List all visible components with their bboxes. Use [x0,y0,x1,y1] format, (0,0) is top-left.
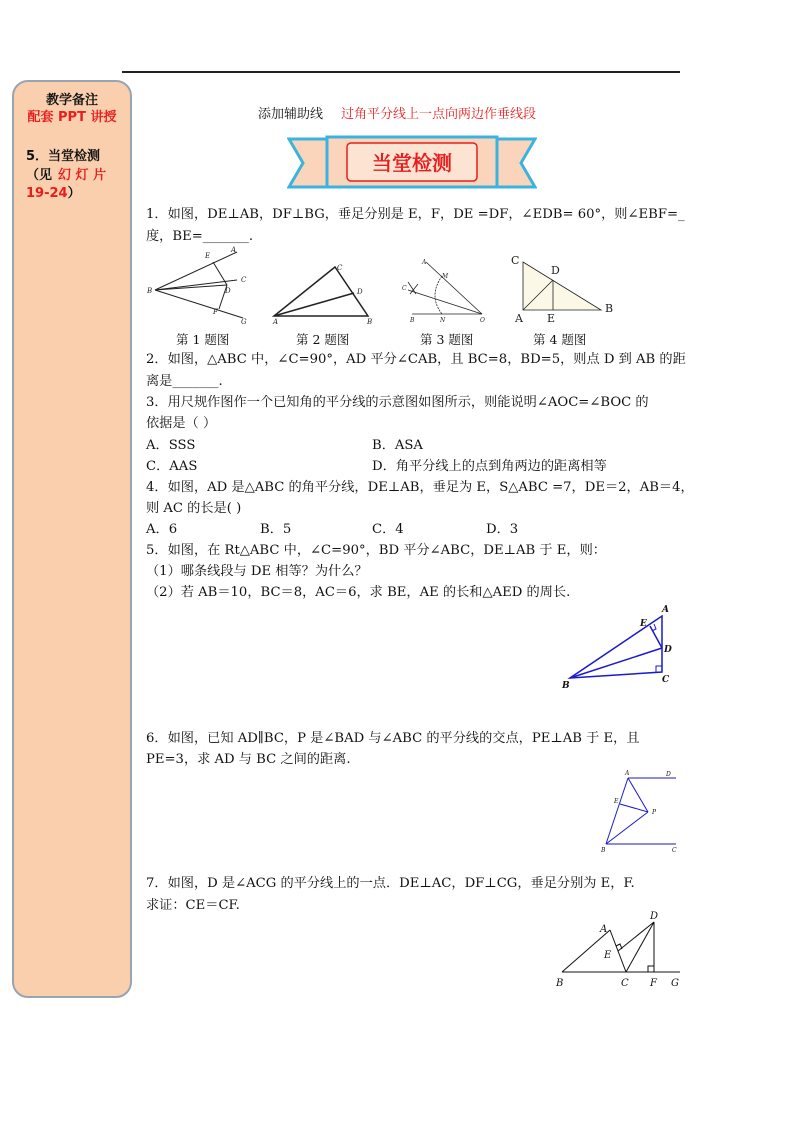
hint-method: 过角平分线上一点向两边作垂线段 [341,107,537,122]
f3-label-o: O [480,317,485,324]
sidebar-slide-numbers: 19-24 [26,186,68,201]
sidebar-slide-ref [26,167,106,184]
q4-option-a: A．6 [146,522,178,537]
f6-label-c: C [672,847,677,854]
f4-label-b: B [605,302,614,315]
f7-label-d: D [650,911,659,922]
q5-line2: （1）哪条线段与 DE 相等？为什么？ [146,564,368,579]
f5-label-c: C [662,675,670,685]
sidebar-slide-range [26,185,81,202]
f2-label-b: B [367,318,373,324]
f6-label-e: E [614,798,619,805]
figure-3 [398,256,490,326]
f7-label-b: B [556,978,564,989]
f1-label-e: E [205,252,211,260]
f1-label-g: G [241,318,247,324]
f2-label-d: D [357,288,363,296]
f4-label-c: C [511,254,520,267]
f7-label-g: G [671,978,679,989]
q7-line2: 求证：CE＝CF. [146,898,240,913]
figure-6 [592,766,684,854]
f6-label-a: A [625,770,630,777]
f4-label-d: D [551,264,560,277]
q2-line2: 离是_______. [146,374,223,389]
sidebar-item-check: 5．当堂检测 [26,149,101,164]
banner-title: 当堂检测 [372,151,452,175]
f2-label-c: C [337,264,343,272]
q3-option-d: D．角平分线上的点到角两边的距离相等 [372,459,607,474]
q1-line1: 1．如图，DE⊥AB，DF⊥BG，垂足分别是 E，F，DE =DF，∠EDB= 60°，则∠EBF=_ [146,207,685,222]
figure-1 [145,244,255,324]
q4-line2: 则 AC 的长是( ) [146,501,242,516]
q4-line1: 4．如图，AD 是△ABC 的角平分线，DE⊥AB，垂足为 E，S△ABC =7，DE＝2，AB＝4， [146,480,694,495]
teaching-notes-sidebar [12,80,132,998]
q3-option-a: A．SSS [146,438,196,453]
f1-label-a: A [231,246,237,254]
f7-label-e: E [604,950,612,961]
caption-fig4: 第 4 题图 [533,332,587,347]
f3-label-n: N [440,317,446,324]
f6-label-p: P [652,809,657,816]
caption-fig1: 第 1 题图 [176,332,230,347]
section-banner [287,135,537,197]
q3-option-b: B．ASA [372,438,423,453]
q3-option-c: C．AAS [146,459,198,474]
sidebar-slide-word: 幻 灯 片 [58,168,107,183]
f1-label-c: C [241,276,247,284]
q6-line2: PE=3，求 AD 与 BC 之间的距离. [146,752,351,767]
figure-4 [507,252,617,324]
f3-label-c: C [402,285,407,292]
f2-label-a: A [273,318,279,324]
f3-label-m: M [442,273,449,280]
hint-label: 添加辅助线 [258,107,324,122]
q7-line1: 7．如图，D 是∠ACG 的平分线上的一点．DE⊥AC，DF⊥CG，垂足分别为 E，F. [146,876,635,891]
figure-7 [550,908,686,992]
f3-label-b: B [410,317,415,324]
q5-line1: 5．如图，在 Rt△ABC 中，∠C=90°，BD 平分∠ABC，DE⊥AB 于 E，则： [146,543,606,558]
f4-label-a: A [515,312,523,324]
f6-label-b: B [601,847,606,854]
sidebar-title: 教学备注 [45,93,98,108]
sidebar-slide-close: ） [67,186,81,201]
q2-line1: 2．如图，△ABC 中，∠C=90°，AD 平分∠CAB，且 BC=8，BD=5，则点 D 到 AB 的距 [146,352,686,367]
header-rule [122,71,680,73]
q4-option-b: B．5 [260,522,292,537]
f5-label-d: D [664,645,672,655]
q3-line2: 依据是（ ） [146,416,217,431]
f4-label-e: E [547,312,556,324]
figure-2 [265,262,380,324]
f7-label-a: A [600,924,608,935]
f1-label-f: F [213,308,218,316]
sidebar-slide-prefix: （见 [26,168,53,183]
f7-label-f: F [650,978,657,989]
q4-option-d: D．3 [486,522,519,537]
q6-line1: 6．如图，已知 AD∥BC，P 是∠BAD 与∠ABC 的平分线的交点，PE⊥AB 于 E，且 [146,731,640,746]
f7-label-c: C [621,978,629,989]
caption-fig2: 第 2 题图 [296,332,350,347]
q3-line1: 3．用尺规作图作一个已知角的平分线的示意图如图所示，则能说明∠AOC=∠BOC 的 [146,395,649,410]
q1-line2: 度，BE=_______. [146,229,254,244]
sidebar-ppt-note: 配套 PPT 讲授 [27,110,117,125]
f1-label-d: D [225,287,231,295]
f5-label-a: A [662,605,669,615]
q5-line3: （2）若 AB＝10，BC＝8，AC＝6，求 BE，AE 的长和△AED 的周长. [146,585,571,600]
f3-label-a: A [422,259,427,266]
f5-label-b: B [562,681,570,691]
figure-5 [556,600,686,692]
f6-label-d: D [666,771,671,778]
f1-label-b: B [147,287,153,295]
f5-label-e: E [640,619,647,629]
caption-fig3: 第 3 题图 [420,332,474,347]
hint-line [258,103,536,122]
q4-option-c: C．4 [372,522,404,537]
